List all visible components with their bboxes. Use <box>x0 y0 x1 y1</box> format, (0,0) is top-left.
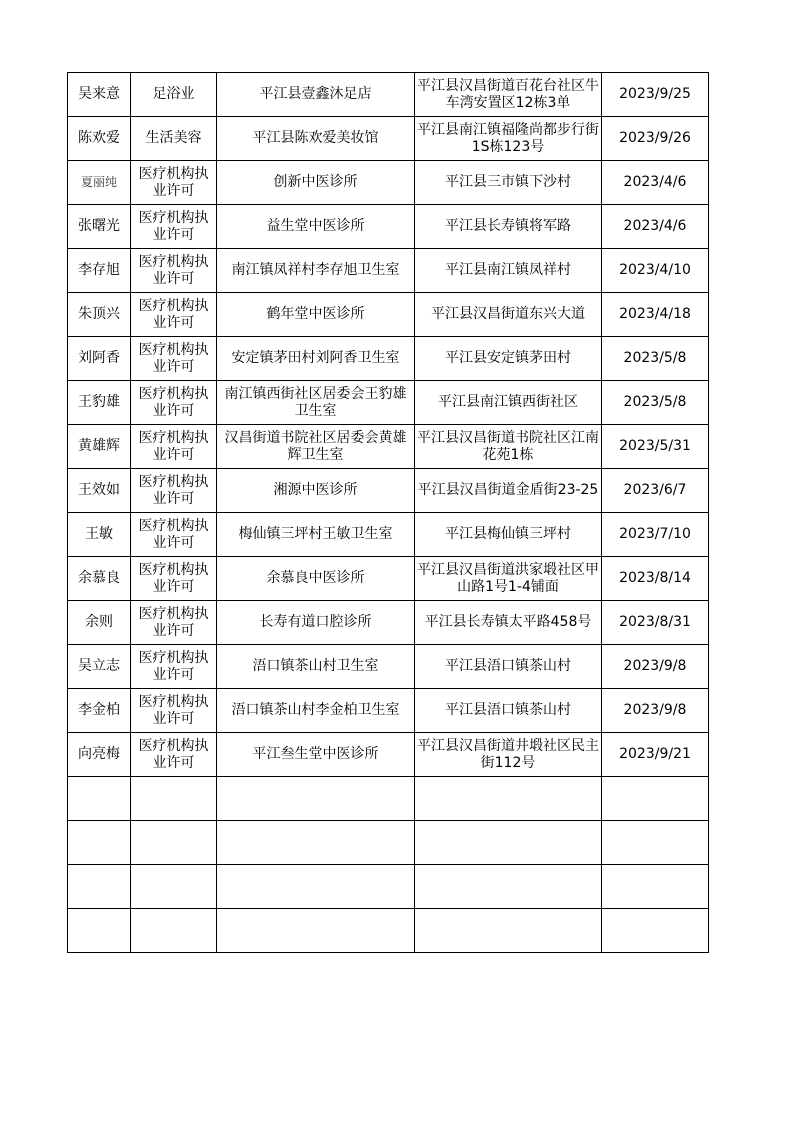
business-address: 平江县南江镇西街社区 <box>415 381 602 425</box>
holder-name: 朱顶兴 <box>68 293 131 337</box>
table-row <box>68 689 709 733</box>
license-date: 2023/9/26 <box>602 117 709 161</box>
table-row <box>68 249 709 293</box>
holder-name: 余慕良 <box>68 557 131 601</box>
empty-cell <box>602 909 709 953</box>
table-row <box>68 513 709 557</box>
holder-name: 陈欢爱 <box>68 117 131 161</box>
business-name: 益生堂中医诊所 <box>217 205 415 249</box>
table-row <box>68 73 709 117</box>
business-name: 平江叁生堂中医诊所 <box>217 733 415 777</box>
empty-cell <box>602 777 709 821</box>
business-name: 梅仙镇三坪村王敏卫生室 <box>217 513 415 557</box>
empty-cell <box>415 909 602 953</box>
holder-name: 李存旭 <box>68 249 131 293</box>
business-name: 南江镇西街社区居委会王豹雄卫生室 <box>217 381 415 425</box>
business-address: 平江县汉昌街道百花台社区牛车湾安置区12栋3单 <box>415 73 602 117</box>
license-date: 2023/5/31 <box>602 425 709 469</box>
holder-name: 吴立志 <box>68 645 131 689</box>
business-name: 汉昌街道书院社区居委会黄雄辉卫生室 <box>217 425 415 469</box>
table-row <box>68 645 709 689</box>
license-date: 2023/5/8 <box>602 381 709 425</box>
license-date: 2023/7/10 <box>602 513 709 557</box>
table-row <box>68 293 709 337</box>
license-date: 2023/5/8 <box>602 337 709 381</box>
license-date: 2023/4/6 <box>602 161 709 205</box>
empty-cell <box>68 821 131 865</box>
business-address: 平江县汉昌街道金盾街23-25 <box>415 469 602 513</box>
empty-row <box>68 821 709 865</box>
license-type: 生活美容 <box>131 117 217 161</box>
holder-name: 张曙光 <box>68 205 131 249</box>
license-date: 2023/4/18 <box>602 293 709 337</box>
holder-name: 王敏 <box>68 513 131 557</box>
table-row <box>68 601 709 645</box>
license-date: 2023/6/7 <box>602 469 709 513</box>
business-name: 浯口镇茶山村李金柏卫生室 <box>217 689 415 733</box>
holder-name: 吴来意 <box>68 73 131 117</box>
empty-cell <box>217 821 415 865</box>
holder-name: 李金柏 <box>68 689 131 733</box>
holder-name: 王豹雄 <box>68 381 131 425</box>
table-row <box>68 337 709 381</box>
business-address: 平江县南江镇福隆尚都步行街1S栋123号 <box>415 117 602 161</box>
business-address: 平江县汉昌街道洪家塅社区甲山路1号1-4铺面 <box>415 557 602 601</box>
business-name: 鹤年堂中医诊所 <box>217 293 415 337</box>
holder-name: 余则 <box>68 601 131 645</box>
business-name: 南江镇凤祥村李存旭卫生室 <box>217 249 415 293</box>
license-date: 2023/9/25 <box>602 73 709 117</box>
empty-row <box>68 909 709 953</box>
license-type: 医疗机构执业许可 <box>131 601 217 645</box>
business-name: 长寿有道口腔诊所 <box>217 601 415 645</box>
license-type: 医疗机构执业许可 <box>131 557 217 601</box>
business-name: 安定镇茅田村刘阿香卫生室 <box>217 337 415 381</box>
empty-cell <box>217 865 415 909</box>
business-address: 平江县浯口镇茶山村 <box>415 689 602 733</box>
empty-cell <box>602 821 709 865</box>
empty-cell <box>602 865 709 909</box>
license-date: 2023/9/21 <box>602 733 709 777</box>
table-row <box>68 117 709 161</box>
business-address: 平江县长寿镇太平路458号 <box>415 601 602 645</box>
empty-row <box>68 865 709 909</box>
empty-cell <box>131 821 217 865</box>
business-name: 湘源中医诊所 <box>217 469 415 513</box>
license-date: 2023/8/31 <box>602 601 709 645</box>
license-type: 医疗机构执业许可 <box>131 161 217 205</box>
empty-cell <box>68 777 131 821</box>
empty-cell <box>68 865 131 909</box>
empty-cell <box>415 865 602 909</box>
business-address: 平江县汉昌街道书院社区江南花苑1栋 <box>415 425 602 469</box>
table-row <box>68 205 709 249</box>
license-type: 医疗机构执业许可 <box>131 469 217 513</box>
license-type: 医疗机构执业许可 <box>131 337 217 381</box>
license-type: 足浴业 <box>131 73 217 117</box>
empty-cell <box>217 909 415 953</box>
license-type: 医疗机构执业许可 <box>131 293 217 337</box>
empty-cell <box>131 777 217 821</box>
license-type: 医疗机构执业许可 <box>131 513 217 557</box>
empty-cell <box>68 909 131 953</box>
business-address: 平江县汉昌街道东兴大道 <box>415 293 602 337</box>
business-address: 平江县三市镇下沙村 <box>415 161 602 205</box>
table-row <box>68 469 709 513</box>
empty-cell <box>131 909 217 953</box>
empty-row <box>68 777 709 821</box>
business-name: 余慕良中医诊所 <box>217 557 415 601</box>
holder-name: 向亮梅 <box>68 733 131 777</box>
license-date: 2023/8/14 <box>602 557 709 601</box>
business-address: 平江县梅仙镇三坪村 <box>415 513 602 557</box>
empty-cell <box>131 865 217 909</box>
table-row <box>68 425 709 469</box>
table-row <box>68 161 709 205</box>
empty-cell <box>415 777 602 821</box>
business-name: 浯口镇茶山村卫生室 <box>217 645 415 689</box>
table-row <box>68 557 709 601</box>
business-address: 平江县长寿镇将军路 <box>415 205 602 249</box>
license-date: 2023/4/10 <box>602 249 709 293</box>
license-type: 医疗机构执业许可 <box>131 645 217 689</box>
business-address: 平江县浯口镇茶山村 <box>415 645 602 689</box>
license-type: 医疗机构执业许可 <box>131 205 217 249</box>
license-type: 医疗机构执业许可 <box>131 689 217 733</box>
license-type: 医疗机构执业许可 <box>131 733 217 777</box>
license-type: 医疗机构执业许可 <box>131 381 217 425</box>
license-date: 2023/4/6 <box>602 205 709 249</box>
holder-name: 夏丽纯 <box>68 161 131 205</box>
license-date: 2023/9/8 <box>602 645 709 689</box>
business-address: 平江县安定镇茅田村 <box>415 337 602 381</box>
table-row <box>68 381 709 425</box>
business-address: 平江县南江镇凤祥村 <box>415 249 602 293</box>
business-address: 平江县汉昌街道井塅社区民主街112号 <box>415 733 602 777</box>
business-name: 平江县壹鑫沐足店 <box>217 73 415 117</box>
empty-cell <box>217 777 415 821</box>
business-name: 平江县陈欢爱美妆馆 <box>217 117 415 161</box>
license-type: 医疗机构执业许可 <box>131 249 217 293</box>
holder-name: 王效如 <box>68 469 131 513</box>
license-registry-table <box>67 72 709 953</box>
holder-name: 黄雄辉 <box>68 425 131 469</box>
license-date: 2023/9/8 <box>602 689 709 733</box>
license-type: 医疗机构执业许可 <box>131 425 217 469</box>
empty-cell <box>415 821 602 865</box>
table-row <box>68 733 709 777</box>
holder-name: 刘阿香 <box>68 337 131 381</box>
business-name: 创新中医诊所 <box>217 161 415 205</box>
